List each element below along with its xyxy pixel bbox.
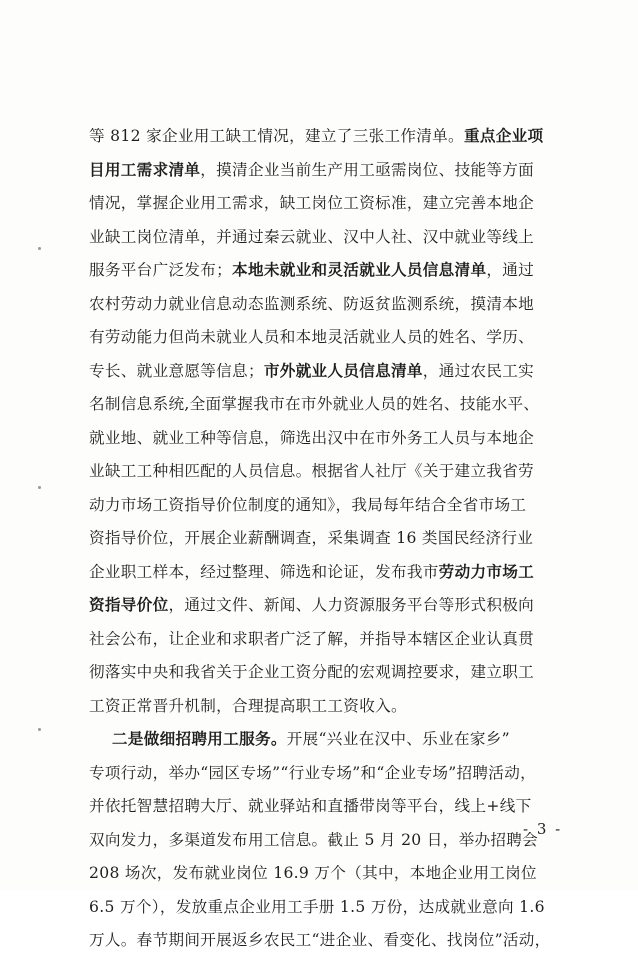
text-segment: ，摸清企业当前生产用工亟需岗位、技能等方面 xyxy=(200,160,535,179)
text-segment: ，通过农民工实 xyxy=(422,361,535,380)
bold-text-segment: 市外就业人员信息清单 xyxy=(263,361,423,380)
text-segment: 业缺工岗位清单，并通过秦云就业、汉中人社、汉中就业等线上 xyxy=(89,227,535,246)
bold-text-segment: 资指导价位 xyxy=(89,596,169,614)
margin-mark xyxy=(38,247,41,250)
text-segment: 动力市场工资指导价位制度的通知》，我局每年结合全省市场工 xyxy=(89,495,527,514)
text-segment: 工资正常晋升机制，合理提高职工工资收入。 xyxy=(89,696,407,715)
text-segment: 专长、就业意愿等信息； xyxy=(89,361,264,380)
text-line xyxy=(89,221,573,255)
text-line xyxy=(89,321,573,355)
bold-text-segment: 劳动力市场工 xyxy=(438,562,535,581)
text-line xyxy=(89,187,573,221)
bold-text-segment: 重点企业项 xyxy=(463,127,544,145)
text-line xyxy=(89,589,573,623)
text-segment: 名制信息系统,全面掌握我市在市外就业人员的姓名、技能水平、 xyxy=(89,395,540,413)
text-segment: 就业地、就业工种等信息，筛选出汉中在市外务工人员与本地企 xyxy=(89,428,535,447)
text-segment: 开展“兴业在汉中、乐业在家乡” xyxy=(286,730,510,748)
text-line xyxy=(89,824,573,858)
text-line xyxy=(89,623,573,657)
text-segment: ，通过文件、新闻、人力资源服务平台等形式积极向 xyxy=(168,596,535,614)
text-line xyxy=(89,656,573,690)
text-segment: 208 场次，发布就业岗位 16.9 万个（其中，本地企业用工岗位 xyxy=(89,864,537,882)
text-line xyxy=(89,690,573,724)
text-line xyxy=(89,891,573,925)
text-line xyxy=(89,120,573,154)
text-line xyxy=(89,455,573,489)
text-line xyxy=(89,857,573,891)
text-line xyxy=(89,723,573,757)
text-line xyxy=(89,422,573,456)
page-number: - 3 - xyxy=(523,820,563,838)
text-segment: 企业职工样本，经过整理、筛选和论证，发布我市 xyxy=(89,562,439,581)
text-line xyxy=(89,489,573,523)
text-segment: ，通过 xyxy=(486,261,535,279)
text-segment: 服务平台广泛发布； xyxy=(89,261,233,279)
text-line xyxy=(89,154,573,188)
text-segment: 业缺工工种相匹配的人员信息。根据省人社厅《关于建立我省劳 xyxy=(89,462,535,480)
text-segment: 农村劳动力就业信息动态监测系统、防返贫监测系统，摸清本地 xyxy=(89,294,535,313)
text-line xyxy=(89,388,573,422)
text-segment: 6.5 万个），发放重点企业用工手册 1.5 万份，达成就业意向 1.6 xyxy=(89,897,545,916)
text-segment: 彻落实中央和我省关于企业工资分配的宏观调控要求，建立职工 xyxy=(89,663,535,681)
text-segment: 等 812 家企业用工缺工情况，建立了三张工作清单。 xyxy=(89,127,464,145)
text-segment: 资指导价位，开展企业薪酬调查，采集调查 16 类国民经济行业 xyxy=(89,529,534,547)
text-segment: 万人。春节期间开展返乡农民工“进企业、看变化、找岗位”活动， xyxy=(89,931,551,949)
text-line xyxy=(89,924,573,958)
margin-mark xyxy=(38,728,41,731)
body-text xyxy=(89,120,573,958)
text-line xyxy=(89,556,573,590)
text-line xyxy=(89,355,573,389)
text-line xyxy=(89,522,573,556)
text-segment: 双向发力，多渠道发布用工信息。截止 5 月 20 日，举办招聘会 xyxy=(89,830,539,849)
bold-text-segment: 二是做细招聘用工服务。 xyxy=(89,730,287,748)
text-line xyxy=(89,790,573,824)
text-segment: 有劳动能力但尚未就业人员和本地灵活就业人员的姓名、学历、 xyxy=(89,328,535,346)
text-line xyxy=(89,288,573,322)
text-segment: 情况，掌握企业用工需求，缺工岗位工资标准，建立完善本地企 xyxy=(89,194,535,212)
margin-mark xyxy=(38,486,41,489)
text-line xyxy=(89,254,573,288)
text-segment: 并依托智慧招聘大厅、就业驿站和直播带岗等平台，线上+线下 xyxy=(89,797,532,815)
text-segment: 专项行动，举办“园区专场”“行业专场”和“企业专场”招聘活动， xyxy=(89,763,536,782)
bold-text-segment: 目用工需求清单 xyxy=(89,160,201,179)
text-line xyxy=(89,757,573,791)
bold-text-segment: 本地未就业和灵活就业人员信息清单 xyxy=(232,261,487,279)
text-segment: 社会公布，让企业和求职者广泛了解，并指导本辖区企业认真贯 xyxy=(89,629,535,648)
